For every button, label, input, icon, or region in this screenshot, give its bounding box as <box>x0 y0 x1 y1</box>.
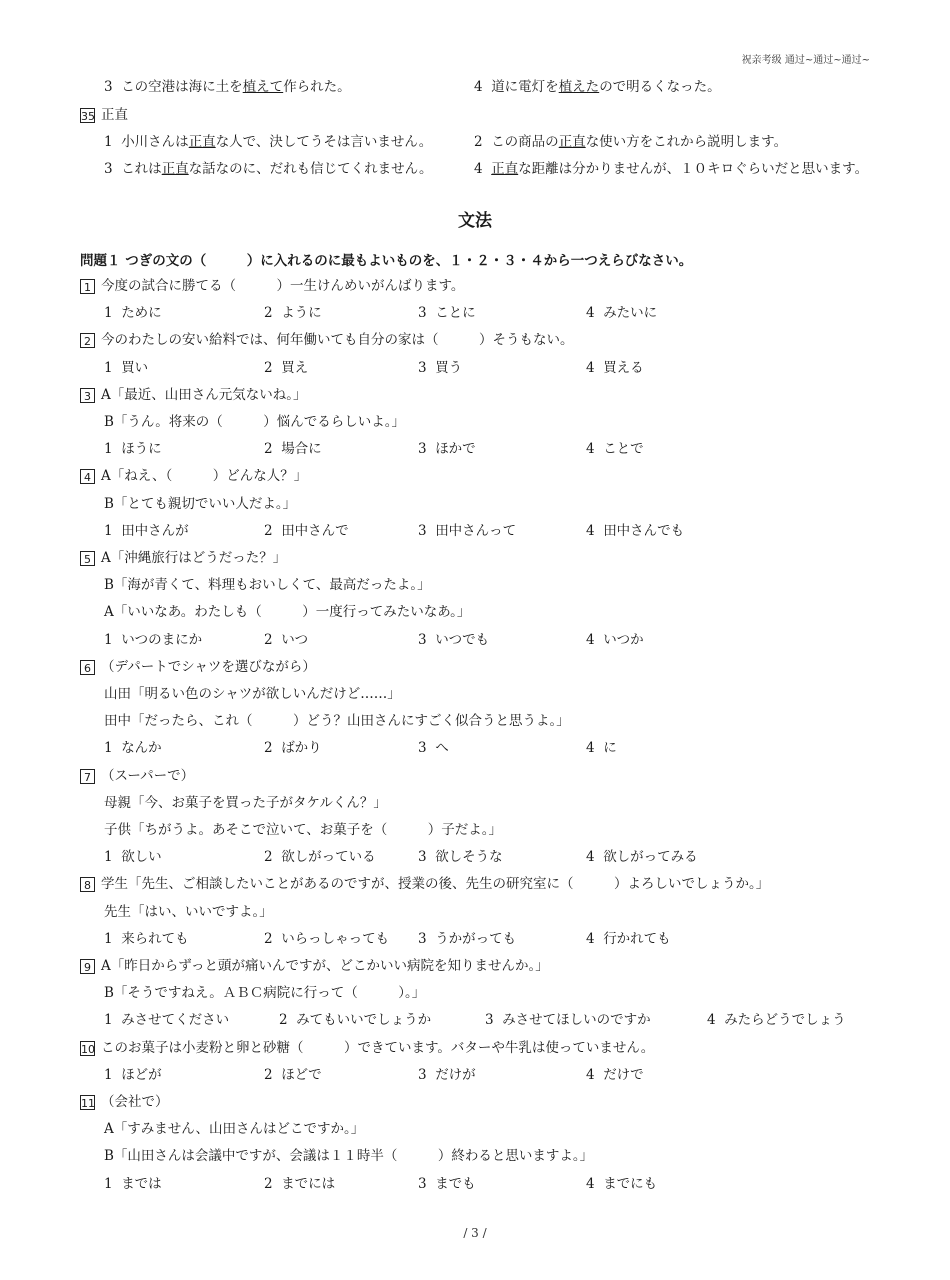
question-text: B「とても親切でいい人だよ。」 <box>104 495 297 512</box>
answer-option-1[interactable] <box>104 739 162 757</box>
question-text: 今度の試合に勝てる（ ）一生けんめいがんばります。 <box>101 278 465 294</box>
prev-q-option-3: 3 この空港は海に土を植えて作られた。 <box>104 79 351 95</box>
question-text: A「昨日からずっと頭が痛いんですが、どこかいい病院を知りませんか。」 <box>101 958 549 974</box>
question-dialogue-line <box>104 685 401 703</box>
answer-option-4[interactable] <box>586 739 617 757</box>
option-text: 来られても <box>121 930 189 947</box>
question-dialogue-line <box>104 712 570 730</box>
question-dialogue-line <box>104 984 425 1002</box>
question-35-option-2: 2 この商品の正直な使い方をこれから説明します。 <box>474 134 788 150</box>
option-text: 買え <box>281 359 309 376</box>
question-text: B「山田さんは会議中ですが、会議は１１時半（ ）終わると思いますよ。」 <box>104 1148 594 1165</box>
option-number: 1 <box>104 1066 113 1083</box>
option-text: いつのまにか <box>121 631 203 648</box>
answer-option-2[interactable] <box>264 440 322 458</box>
option-number: 2 <box>264 359 273 376</box>
question-text: （デパートでシャツを選びながら） <box>101 658 316 675</box>
option-text: 欲しがっている <box>281 849 376 866</box>
answer-option-2[interactable] <box>264 848 376 866</box>
question-number-box: 2 <box>80 333 95 348</box>
option-number: 2 <box>279 1012 288 1029</box>
option-number: 4 <box>707 1012 716 1029</box>
option-number: 2 <box>264 631 273 648</box>
option-text: みてもいいでしょうか <box>296 1012 432 1029</box>
option-text: みたらどうでしょう <box>724 1012 846 1029</box>
answer-option-4[interactable] <box>586 1175 657 1193</box>
option-text: までには <box>281 1175 336 1192</box>
question-stem <box>80 767 194 785</box>
answer-option-1[interactable] <box>104 522 189 540</box>
option-number: 2 <box>264 441 273 458</box>
question-stem <box>80 549 286 567</box>
answer-option-4[interactable] <box>586 359 644 377</box>
answer-option-2[interactable] <box>264 739 322 757</box>
option-text: だけが <box>435 1066 476 1083</box>
answer-option-3[interactable] <box>418 739 449 757</box>
option-number: 4 <box>586 305 595 322</box>
option-text: ほうに <box>121 441 162 458</box>
option-text: みたいに <box>603 305 658 322</box>
question-dialogue-line <box>104 495 296 513</box>
option-number: 1 <box>104 740 113 757</box>
answer-option-1[interactable] <box>104 631 202 649</box>
option-number: 4 <box>586 359 595 376</box>
option-number: 2 <box>264 305 273 322</box>
question-stem <box>80 957 549 975</box>
option-number: 2 <box>264 740 273 757</box>
question-number-box: 35 <box>81 110 95 123</box>
option-text: だけで <box>603 1066 644 1083</box>
option-number: 3 <box>418 1175 427 1192</box>
option-number: 3 <box>418 631 427 648</box>
question-number-box: 4 <box>80 469 95 484</box>
answer-option-2[interactable] <box>264 1175 335 1193</box>
question-number-box: 3 <box>80 388 95 403</box>
answer-option-4[interactable] <box>586 631 644 649</box>
question-stem <box>80 1039 654 1057</box>
option-text: ために <box>121 305 162 322</box>
question-dialogue-line <box>104 1120 364 1138</box>
option-text: 買う <box>435 359 463 376</box>
question-35-option-4: 4 正直な距離は分かりませんが、１０キロぐらいだと思います。 <box>474 161 869 177</box>
underlined-word: 植えて <box>242 79 284 95</box>
section-title: 文法 <box>458 211 492 231</box>
option-number: 4 <box>586 1066 595 1083</box>
answer-option-2[interactable] <box>264 930 389 948</box>
answer-option-3[interactable] <box>418 359 462 377</box>
answer-option-3[interactable] <box>418 1066 476 1084</box>
option-number: 4 <box>586 1175 595 1192</box>
question-text: B「海が青くて、料理もおいしくて、最高だったよ。」 <box>104 577 431 594</box>
question-text: A「いいなあ。わたしも（ ）一度行ってみたいなあ。」 <box>104 604 471 621</box>
option-number: 3 <box>418 740 427 757</box>
option-number: 3 <box>418 441 427 458</box>
option-text: 欲しがってみる <box>603 849 698 866</box>
question-stem <box>80 331 574 349</box>
option-text: ことに <box>435 305 476 322</box>
option-text: 欲しそうな <box>435 849 503 866</box>
answer-option-1[interactable] <box>104 1175 162 1193</box>
option-number: 1 <box>104 1175 113 1192</box>
option-number: 3 <box>418 522 427 539</box>
answer-option-1[interactable] <box>104 440 162 458</box>
underlined-word: 植えた <box>558 79 600 95</box>
question-35-stem: 35 正直 <box>81 107 128 123</box>
answer-option-1[interactable] <box>104 848 162 866</box>
answer-option-3[interactable] <box>418 930 516 948</box>
option-text: 買い <box>121 359 149 376</box>
prev-q-option-4: 4 道に電灯を植えたので明るくなった。 <box>474 79 721 95</box>
question-stem <box>80 467 307 485</box>
answer-option-3[interactable] <box>485 1011 651 1029</box>
option-text: 田中さんって <box>435 522 517 539</box>
answer-option-4[interactable] <box>707 1011 846 1029</box>
answer-option-2[interactable] <box>264 1066 322 1084</box>
answer-option-1[interactable] <box>104 1066 162 1084</box>
question-stem <box>80 875 769 893</box>
option-text: までも <box>435 1175 476 1192</box>
question-text: 学生「先生、ご相談したいことがあるのですが、授業の後、先生の研究室に（ ）よろしいでしょうか。」 <box>101 876 770 893</box>
option-number: 3 <box>418 359 427 376</box>
option-text: までは <box>121 1175 162 1192</box>
answer-option-1[interactable] <box>104 304 162 322</box>
option-text: 田中さんで <box>281 522 349 539</box>
option-text: いつか <box>603 631 644 648</box>
question-number-box: 6 <box>80 660 95 675</box>
option-number: 3 <box>485 1012 494 1029</box>
option-text: いつでも <box>435 631 490 648</box>
option-number: 2 <box>264 1175 273 1192</box>
answer-option-3[interactable] <box>418 631 489 649</box>
option-number: 1 <box>104 1012 113 1029</box>
question-text: A「すみません、山田さんはどこですか。」 <box>104 1121 365 1138</box>
option-text: までにも <box>603 1175 658 1192</box>
answer-option-4[interactable] <box>586 848 698 866</box>
question-35-option-1: 1 小川さんは正直な人で、決してうそは言いません。 <box>104 134 433 150</box>
option-number: 3 <box>418 1066 427 1083</box>
option-number: 1 <box>104 359 113 376</box>
option-text: 田中さんが <box>121 522 189 539</box>
option-text: へ <box>435 740 449 757</box>
question-stem <box>80 658 316 676</box>
question-text: 今のわたしの安い給料では、何年働いても自分の家は（ ）そうもない。 <box>101 332 574 349</box>
question-dialogue-line <box>104 603 470 621</box>
answer-option-2[interactable] <box>264 359 308 377</box>
question-stem <box>80 1093 169 1111</box>
answer-option-2[interactable] <box>264 631 308 649</box>
page-number: / 3 / <box>463 1226 487 1240</box>
question-text: 田中「だったら、これ（ ）どう？山田さんにすごく似合うと思うよ。」 <box>104 713 570 730</box>
option-number: 3 <box>418 305 427 322</box>
option-text: ばかり <box>281 740 322 757</box>
option-number: 3 <box>418 849 427 866</box>
option-number: 4 <box>586 441 595 458</box>
option-number: 4 <box>586 522 595 539</box>
answer-option-3[interactable] <box>418 848 503 866</box>
option-text: に <box>603 740 617 757</box>
option-number: 4 <box>586 740 595 757</box>
question-text: （スーパーで） <box>101 767 195 784</box>
option-text: 田中さんでも <box>603 522 685 539</box>
question-dialogue-line <box>104 413 405 431</box>
option-number: 2 <box>264 1066 273 1083</box>
answer-option-4[interactable] <box>586 304 657 322</box>
answer-option-4[interactable] <box>586 1066 644 1084</box>
question-stem <box>80 386 307 404</box>
question-text: 先生「はい、いいですよ。」 <box>104 903 273 920</box>
question-text: （会社で） <box>101 1094 169 1110</box>
option-text: 買える <box>603 359 644 376</box>
question-dialogue-line <box>104 821 502 839</box>
question-35-option-3: 3 これは正直な話なのに、だれも信じてくれません。 <box>104 161 433 177</box>
option-number: 4 <box>586 631 595 648</box>
question-text: B「うん。将来の（ ）悩んでるらしいよ。」 <box>104 414 405 430</box>
option-text: みさせてほしいのですか <box>502 1012 651 1029</box>
question-number-box: 5 <box>80 551 95 566</box>
option-text: ことで <box>603 441 644 458</box>
question-number-box: 11 <box>81 1097 95 1110</box>
question-text: A「最近、山田さん元気ないね。」 <box>101 386 307 403</box>
answer-option-4[interactable] <box>586 440 644 458</box>
option-number: 4 <box>586 849 595 866</box>
answer-option-2[interactable] <box>264 304 322 322</box>
answer-option-2[interactable] <box>279 1011 431 1029</box>
question-text: 山田「明るい色のシャツが欲しいんだけど……」 <box>104 686 401 702</box>
option-text: 場合に <box>281 441 322 458</box>
option-text: 行かれても <box>603 930 671 947</box>
answer-option-3[interactable] <box>418 440 476 458</box>
answer-option-4[interactable] <box>586 930 671 948</box>
question-number-box: 10 <box>81 1042 95 1056</box>
option-text: ほかで <box>435 441 476 458</box>
question-dialogue-line <box>104 903 273 921</box>
option-number: 2 <box>264 930 273 947</box>
question-number-box: 8 <box>80 877 95 892</box>
question-text: B「そうですねえ。ＡＢＣ病院に行って（ ）。」 <box>104 985 426 1002</box>
option-number: 3 <box>418 930 427 947</box>
instruction: 問題１ つぎの文の（ ）に入れるのに最もよいものを、１・２・３・４から一つえらびなさい。 <box>80 253 693 269</box>
answer-option-1[interactable] <box>104 1011 229 1029</box>
question-dialogue-line <box>104 576 431 594</box>
option-text: なんか <box>121 740 162 757</box>
question-text: 母親「今、お菓子を買った子がタケルくん？」 <box>104 794 387 811</box>
header-note: 祝亲考级 通过~通过~通过~ <box>741 55 870 66</box>
option-text: 欲しい <box>121 849 162 866</box>
question-number-box: 1 <box>80 279 95 294</box>
option-text: みさせてください <box>121 1012 230 1029</box>
question-dialogue-line <box>104 794 387 812</box>
answer-option-1[interactable] <box>104 930 189 948</box>
answer-option-2[interactable] <box>264 522 349 540</box>
option-number: 2 <box>264 849 273 866</box>
option-number: 1 <box>104 631 113 648</box>
answer-option-3[interactable] <box>418 1175 476 1193</box>
option-number: 1 <box>104 930 113 947</box>
option-text: いらっしゃっても <box>281 930 390 947</box>
option-number: 1 <box>104 522 113 539</box>
option-number: 1 <box>104 441 113 458</box>
option-number: 1 <box>104 305 113 322</box>
question-number-box: 7 <box>80 769 95 784</box>
question-text: A「ねえ、（ ）どんな人？」 <box>101 468 308 485</box>
option-text: ほどで <box>281 1066 322 1083</box>
question-stem <box>80 277 464 295</box>
option-number: 4 <box>586 930 595 947</box>
question-text: このお菓子は小麦粉と卵と砂糖（ ）できています。バターや牛乳は使っていません。 <box>101 1039 655 1056</box>
answer-option-3[interactable] <box>418 304 476 322</box>
answer-option-1[interactable] <box>104 359 148 377</box>
question-number-box: 9 <box>80 959 95 974</box>
option-text: ように <box>281 305 322 322</box>
question-dialogue-line <box>104 1147 593 1165</box>
option-number: 2 <box>264 522 273 539</box>
option-text: うかがっても <box>435 930 517 947</box>
option-text: いつ <box>281 631 309 648</box>
option-text: ほどが <box>121 1066 162 1083</box>
answer-option-3[interactable] <box>418 522 516 540</box>
option-number: 1 <box>104 849 113 866</box>
answer-option-4[interactable] <box>586 522 684 540</box>
question-text: A「沖縄旅行はどうだった？」 <box>101 550 287 566</box>
question-text: 子供「ちがうよ。あそこで泣いて、お菓子を（ ）子だよ。」 <box>104 822 502 838</box>
